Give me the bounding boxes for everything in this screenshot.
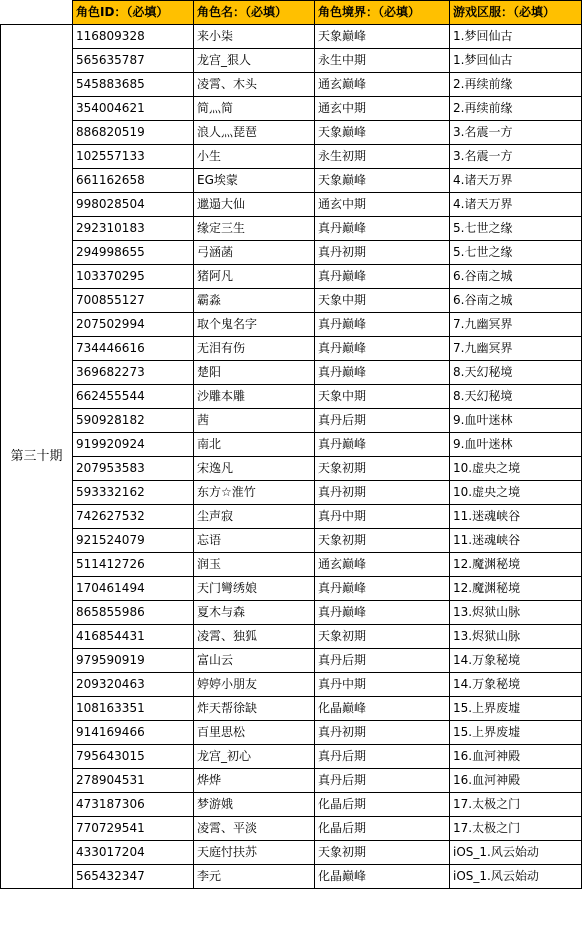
cell-realm[interactable]: 化晶巅峰	[315, 697, 450, 721]
cell-realm[interactable]: 通玄巅峰	[315, 553, 450, 577]
cell-realm[interactable]: 真丹巅峰	[315, 313, 450, 337]
cell-role-name[interactable]: 梦游娥	[194, 793, 315, 817]
cell-realm[interactable]: 真丹后期	[315, 745, 450, 769]
cell-server[interactable]: 3.名震一方	[450, 145, 582, 169]
table-row	[1, 481, 582, 505]
table-row	[1, 25, 582, 49]
header-role-name[interactable]: 角色名：（必填）	[194, 1, 315, 25]
cell-role-name[interactable]: 邋遢大仙	[194, 193, 315, 217]
table-row	[1, 217, 582, 241]
cell-role-name[interactable]: 宋逸凡	[194, 457, 315, 481]
cell-server[interactable]: 14.万象秘境	[450, 673, 582, 697]
cell-role-id[interactable]: 565635787	[73, 49, 194, 73]
cell-role-name[interactable]: 南北	[194, 433, 315, 457]
cell-role-name[interactable]: 尘声寂	[194, 505, 315, 529]
table-row	[1, 241, 582, 265]
cell-server[interactable]: iOS_1.风云始动	[450, 841, 582, 865]
cell-role-id[interactable]: 433017204	[73, 841, 194, 865]
cell-realm[interactable]: 天象初期	[315, 529, 450, 553]
table-row	[1, 649, 582, 673]
cell-realm[interactable]: 真丹中期	[315, 505, 450, 529]
table-row	[1, 433, 582, 457]
cell-server[interactable]: 9.血叶迷林	[450, 433, 582, 457]
cell-server[interactable]: 13.烬狱山脉	[450, 601, 582, 625]
cell-role-id[interactable]: 742627532	[73, 505, 194, 529]
period-label[interactable]: 第三十期	[1, 25, 73, 889]
table-row	[1, 457, 582, 481]
cell-role-id[interactable]: 886820519	[73, 121, 194, 145]
cell-role-name[interactable]: 无泪有伤	[194, 337, 315, 361]
table-row	[1, 601, 582, 625]
cell-realm[interactable]: 天象初期	[315, 841, 450, 865]
table-row	[1, 73, 582, 97]
cell-role-name[interactable]: 富山云	[194, 649, 315, 673]
table-row	[1, 145, 582, 169]
cell-realm[interactable]: 真丹巅峰	[315, 601, 450, 625]
cell-realm[interactable]: 真丹初期	[315, 721, 450, 745]
cell-server[interactable]: 17.太极之门	[450, 817, 582, 841]
cell-role-id[interactable]: 207953583	[73, 457, 194, 481]
table-row	[1, 265, 582, 289]
header-server[interactable]: 游戏区服：（必填）	[450, 1, 582, 25]
cell-role-id[interactable]: 354004621	[73, 97, 194, 121]
table-row	[1, 49, 582, 73]
cell-role-id[interactable]: 292310183	[73, 217, 194, 241]
cell-server[interactable]: 14.万象秘境	[450, 649, 582, 673]
cell-role-id[interactable]: 545883685	[73, 73, 194, 97]
cell-role-id[interactable]: 511412726	[73, 553, 194, 577]
cell-realm[interactable]: 天象中期	[315, 385, 450, 409]
cell-role-id[interactable]: 473187306	[73, 793, 194, 817]
cell-server[interactable]: 2.再续前缘	[450, 97, 582, 121]
table-row	[1, 193, 582, 217]
cell-role-id[interactable]: 590928182	[73, 409, 194, 433]
cell-server[interactable]: 10.虚央之境	[450, 481, 582, 505]
cell-role-name[interactable]: 夏木与森	[194, 601, 315, 625]
table-row	[1, 841, 582, 865]
cell-realm[interactable]: 真丹后期	[315, 649, 450, 673]
cell-realm[interactable]: 天象中期	[315, 289, 450, 313]
cell-role-name[interactable]: 烨烨	[194, 769, 315, 793]
cell-server[interactable]: 11.迷魂峡谷	[450, 529, 582, 553]
cell-role-name[interactable]: 李元	[194, 865, 315, 889]
table-row	[1, 505, 582, 529]
cell-role-id[interactable]: 921524079	[73, 529, 194, 553]
cell-realm[interactable]: 真丹巅峰	[315, 577, 450, 601]
cell-realm[interactable]: 天象巅峰	[315, 169, 450, 193]
cell-role-id[interactable]: 294998655	[73, 241, 194, 265]
cell-realm[interactable]: 化晶后期	[315, 793, 450, 817]
header-role-id[interactable]: 角色ID：（必填）	[73, 1, 194, 25]
cell-server[interactable]: 5.七世之缘	[450, 217, 582, 241]
cell-realm[interactable]: 真丹后期	[315, 769, 450, 793]
cell-role-id[interactable]: 914169466	[73, 721, 194, 745]
cell-realm[interactable]: 通玄巅峰	[315, 73, 450, 97]
cell-role-id[interactable]: 170461494	[73, 577, 194, 601]
cell-realm[interactable]: 永生初期	[315, 145, 450, 169]
cell-realm[interactable]: 真丹后期	[315, 409, 450, 433]
table-row	[1, 697, 582, 721]
table-row	[1, 817, 582, 841]
cell-role-id[interactable]: 207502994	[73, 313, 194, 337]
cell-server[interactable]: 11.迷魂峡谷	[450, 505, 582, 529]
cell-role-name[interactable]: 忘语	[194, 529, 315, 553]
table-row	[1, 721, 582, 745]
cell-role-id[interactable]: 979590919	[73, 649, 194, 673]
cell-server[interactable]: 9.血叶迷林	[450, 409, 582, 433]
table-row	[1, 625, 582, 649]
cell-server[interactable]: 1.梦回仙古	[450, 25, 582, 49]
cell-realm[interactable]: 通玄中期	[315, 97, 450, 121]
cell-role-name[interactable]: 猪阿凡	[194, 265, 315, 289]
cell-realm[interactable]: 天象巅峰	[315, 121, 450, 145]
cell-realm[interactable]: 通玄中期	[315, 193, 450, 217]
table-row	[1, 577, 582, 601]
cell-role-name[interactable]: 霸淼	[194, 289, 315, 313]
cell-realm[interactable]: 真丹中期	[315, 673, 450, 697]
cell-role-name[interactable]: 炸天帮徐缺	[194, 697, 315, 721]
cell-realm[interactable]: 天象初期	[315, 625, 450, 649]
cell-role-name[interactable]: 来小柒	[194, 25, 315, 49]
cell-role-name[interactable]: 楚阳	[194, 361, 315, 385]
cell-role-name[interactable]: 缘定三生	[194, 217, 315, 241]
cell-role-id[interactable]: 770729541	[73, 817, 194, 841]
cell-server[interactable]: 7.九幽冥界	[450, 313, 582, 337]
cell-role-name[interactable]: 龙宫_狠人	[194, 49, 315, 73]
cell-role-name[interactable]: 凌霄、平淡	[194, 817, 315, 841]
cell-role-id[interactable]: 734446616	[73, 337, 194, 361]
cell-role-id[interactable]: 209320463	[73, 673, 194, 697]
cell-realm[interactable]: 真丹巅峰	[315, 361, 450, 385]
cell-server[interactable]: 4.诸天万界	[450, 193, 582, 217]
cell-role-name[interactable]: 东方☆淮竹	[194, 481, 315, 505]
header-row	[1, 1, 582, 25]
cell-role-name[interactable]: EG埃蒙	[194, 169, 315, 193]
table-row	[1, 169, 582, 193]
cell-role-id[interactable]: 278904531	[73, 769, 194, 793]
table-row	[1, 769, 582, 793]
cell-role-name[interactable]: 凌霄、木头	[194, 73, 315, 97]
cell-realm[interactable]: 真丹巅峰	[315, 265, 450, 289]
table-row	[1, 409, 582, 433]
cell-realm[interactable]: 真丹巅峰	[315, 337, 450, 361]
table-row	[1, 121, 582, 145]
cell-server[interactable]: 13.烬狱山脉	[450, 625, 582, 649]
cell-realm[interactable]: 真丹初期	[315, 241, 450, 265]
cell-role-id[interactable]: 565432347	[73, 865, 194, 889]
cell-role-id[interactable]: 593332162	[73, 481, 194, 505]
cell-role-name[interactable]: 浪人灬琵琶	[194, 121, 315, 145]
table-row	[1, 385, 582, 409]
cell-role-id[interactable]: 108163351	[73, 697, 194, 721]
cell-server[interactable]: 6.谷南之城	[450, 289, 582, 313]
cell-role-id[interactable]: 865855986	[73, 601, 194, 625]
cell-server[interactable]: 16.血河神殿	[450, 769, 582, 793]
cell-realm[interactable]: 天象初期	[315, 457, 450, 481]
table-row	[1, 673, 582, 697]
cell-server[interactable]: 12.魔渊秘境	[450, 553, 582, 577]
cell-realm[interactable]: 天象巅峰	[315, 25, 450, 49]
table-row	[1, 313, 582, 337]
table-row	[1, 337, 582, 361]
table-row	[1, 745, 582, 769]
cell-role-name[interactable]: 凌霄、独狐	[194, 625, 315, 649]
cell-role-id[interactable]: 102557133	[73, 145, 194, 169]
cell-realm[interactable]: 化晶巅峰	[315, 865, 450, 889]
table-row	[1, 289, 582, 313]
cell-role-name[interactable]: 沙雕本雕	[194, 385, 315, 409]
cell-role-id[interactable]: 795643015	[73, 745, 194, 769]
cell-server[interactable]: 3.名震一方	[450, 121, 582, 145]
cell-role-id[interactable]: 700855127	[73, 289, 194, 313]
cell-realm[interactable]: 真丹巅峰	[315, 217, 450, 241]
cell-server[interactable]: 17.太极之门	[450, 793, 582, 817]
cell-role-name[interactable]: 简灬简	[194, 97, 315, 121]
table-row	[1, 361, 582, 385]
cell-role-id[interactable]: 116809328	[73, 25, 194, 49]
cell-server[interactable]: 2.再续前缘	[450, 73, 582, 97]
cell-server[interactable]: 8.天幻秘境	[450, 361, 582, 385]
table-row	[1, 865, 582, 889]
cell-role-name[interactable]: 天门彎绣娘	[194, 577, 315, 601]
cell-role-id[interactable]: 369682273	[73, 361, 194, 385]
table-row	[1, 793, 582, 817]
cell-server[interactable]: 4.诸天万界	[450, 169, 582, 193]
cell-server[interactable]: 8.天幻秘境	[450, 385, 582, 409]
cell-server[interactable]: 5.七世之缘	[450, 241, 582, 265]
cell-role-name[interactable]: 润玉	[194, 553, 315, 577]
cell-server[interactable]: 12.魔渊秘境	[450, 577, 582, 601]
cell-server[interactable]: 7.九幽冥界	[450, 337, 582, 361]
cell-server[interactable]: 6.谷南之城	[450, 265, 582, 289]
cell-server[interactable]: 16.血河神殿	[450, 745, 582, 769]
cell-role-name[interactable]: 取个鬼名字	[194, 313, 315, 337]
table-row	[1, 553, 582, 577]
cell-role-name[interactable]: 百里思松	[194, 721, 315, 745]
cell-server[interactable]: 10.虚央之境	[450, 457, 582, 481]
cell-role-name[interactable]: 小生	[194, 145, 315, 169]
cell-role-id[interactable]: 998028504	[73, 193, 194, 217]
table-row	[1, 529, 582, 553]
cell-role-id[interactable]: 416854431	[73, 625, 194, 649]
cell-realm[interactable]: 真丹初期	[315, 481, 450, 505]
cell-server[interactable]: 1.梦回仙古	[450, 49, 582, 73]
cell-role-name[interactable]: 弓涵菡	[194, 241, 315, 265]
header-realm[interactable]: 角色境界：（必填）	[315, 1, 450, 25]
cell-role-name[interactable]: 婷婷小朋友	[194, 673, 315, 697]
cell-realm[interactable]: 真丹巅峰	[315, 433, 450, 457]
cell-role-name[interactable]: 龙宫_初心	[194, 745, 315, 769]
cell-server[interactable]: 15.上界废墟	[450, 721, 582, 745]
cell-role-id[interactable]: 662455544	[73, 385, 194, 409]
cell-server[interactable]: 15.上界废墟	[450, 697, 582, 721]
table-row	[1, 97, 582, 121]
cell-realm[interactable]: 永生中期	[315, 49, 450, 73]
cell-role-name[interactable]: 茜	[194, 409, 315, 433]
corner-cell	[1, 1, 73, 25]
cell-role-id[interactable]: 661162658	[73, 169, 194, 193]
cell-server[interactable]: iOS_1.风云始动	[450, 865, 582, 889]
cell-role-id[interactable]: 103370295	[73, 265, 194, 289]
cell-role-id[interactable]: 919920924	[73, 433, 194, 457]
cell-role-name[interactable]: 天庭忖扶苏	[194, 841, 315, 865]
cell-realm[interactable]: 化晶后期	[315, 817, 450, 841]
